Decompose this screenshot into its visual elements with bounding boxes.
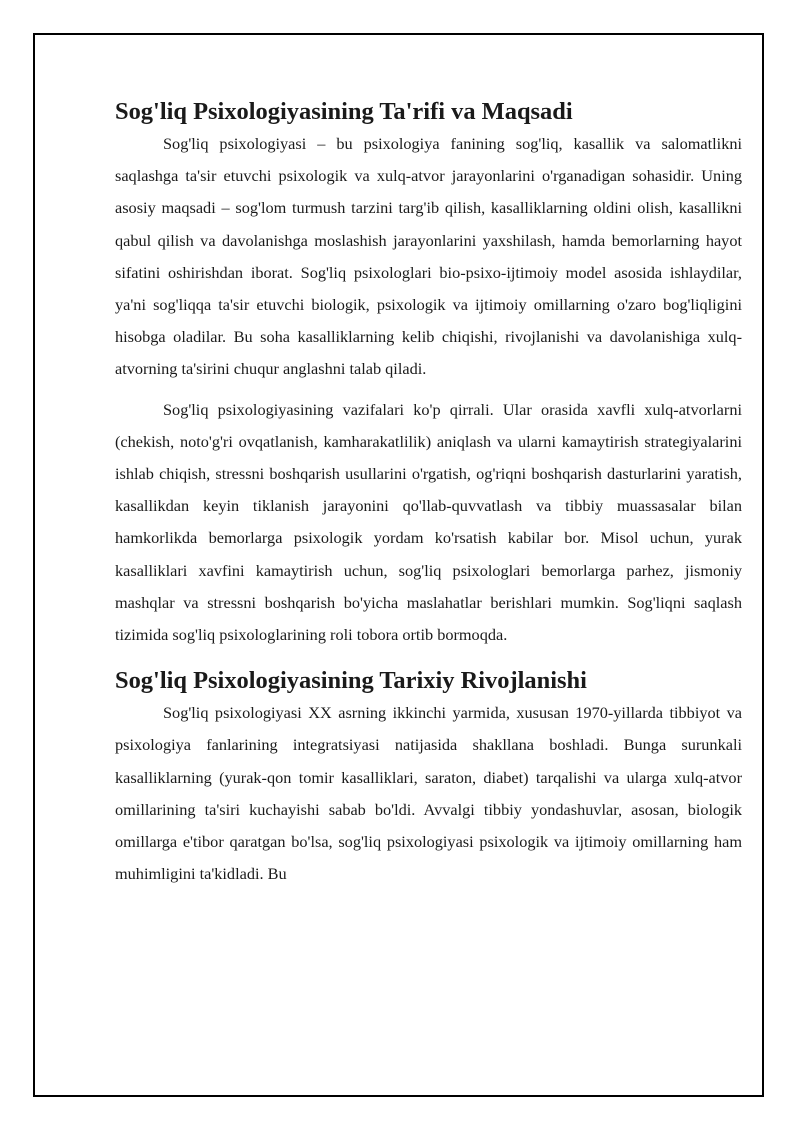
document-body — [115, 96, 742, 890]
section-heading-history: Sog'liq Psixologiyasining Tarixiy Rivojlanishi — [115, 667, 587, 695]
section-heading-definition: Sog'liq Psixologiyasining Ta'rifi va Maqsadi — [115, 98, 573, 125]
paragraph: Sog'liq psixologiyasi – bu psixologiya fanining sog'liq, kasallik va salomatlikni saqlashga ta'sir etuvchi psixologik va xulq-atvor jarayonlarini o'rganadigan sohasidir. Uning asosiy maqsadi – sog'lom turmush tarzini targ'ib qilish, kasalliklarning oldini olish, kasallikni qabul qilish va davolanishga moslashish jarayonlarini yaxshilash, hamda bemorlarning hayot sifatini oshirishdan iborat. Sog'liq psixologlari bio-psixo-ijtimoiy model asosida ishlaydilar, ya'ni sog'liqqa ta'sir etuvchi biologik, psixologik va ijtimoiy omillarning o'zaro bog'liqligini hisobga oladilar. Bu soha kasalliklarning kelib chiqishi, rivojlanishi va davolanishiga xulq-atvorning ta'sirini chuqur anglashni talab qiladi. — [115, 134, 742, 379]
paragraph: Sog'liq psixologiyasi XX asrning ikkinchi yarmida, xususan 1970-yillarda tibbiyot va psixologiya fanlarining integratsiyasi natijasida shakllana boshladi. Bunga surunkali kasalliklarning (yurak-qon tomir kasalliklari, saraton, diabet) tarqalishi va ularga xulq-atvor omillarining ta'siri kuchayishi sabab bo'ldi. Avvalgi tibbiy yondashuvlar, asosan, biologik omillarga e'tibor qaratgan bo'lsa, sog'liq psixologiyasi psixologik va ijtimoiy omillarning ham muhimligini ta'kidladi. Bu — [115, 703, 742, 884]
paragraph: Sog'liq psixologiyasining vazifalari ko'p qirrali. Ular orasida xavfli xulq-atvorlarni (chekish, noto'g'ri ovqatlanish, kamharakatlilik) aniqlash va ularni kamaytirish strategiyalarini ishlab chiqish, stressni boshqarish usullarini o'rgatish, og'riqni boshqarish dasturlarini yaratish, kasallikdan keyin tiklanish jarayonini qo'llab-quvvatlash va tibbiy muassasalar bilan hamkorlikda bemorlarga psixologik yordam ko'rsatish kabilar bor. Misol uchun, yurak kasalliklari xavfini kamaytirish uchun, sog'liq psixologlari bemorlarga parhez, jismoniy mashqlar va stressni boshqarish bo'yicha maslahatlar berishlari mumkin. Sog'liqni saqlash tizimida sog'liq psixologlarining roli tobora ortib bormoqda. — [115, 399, 742, 645]
